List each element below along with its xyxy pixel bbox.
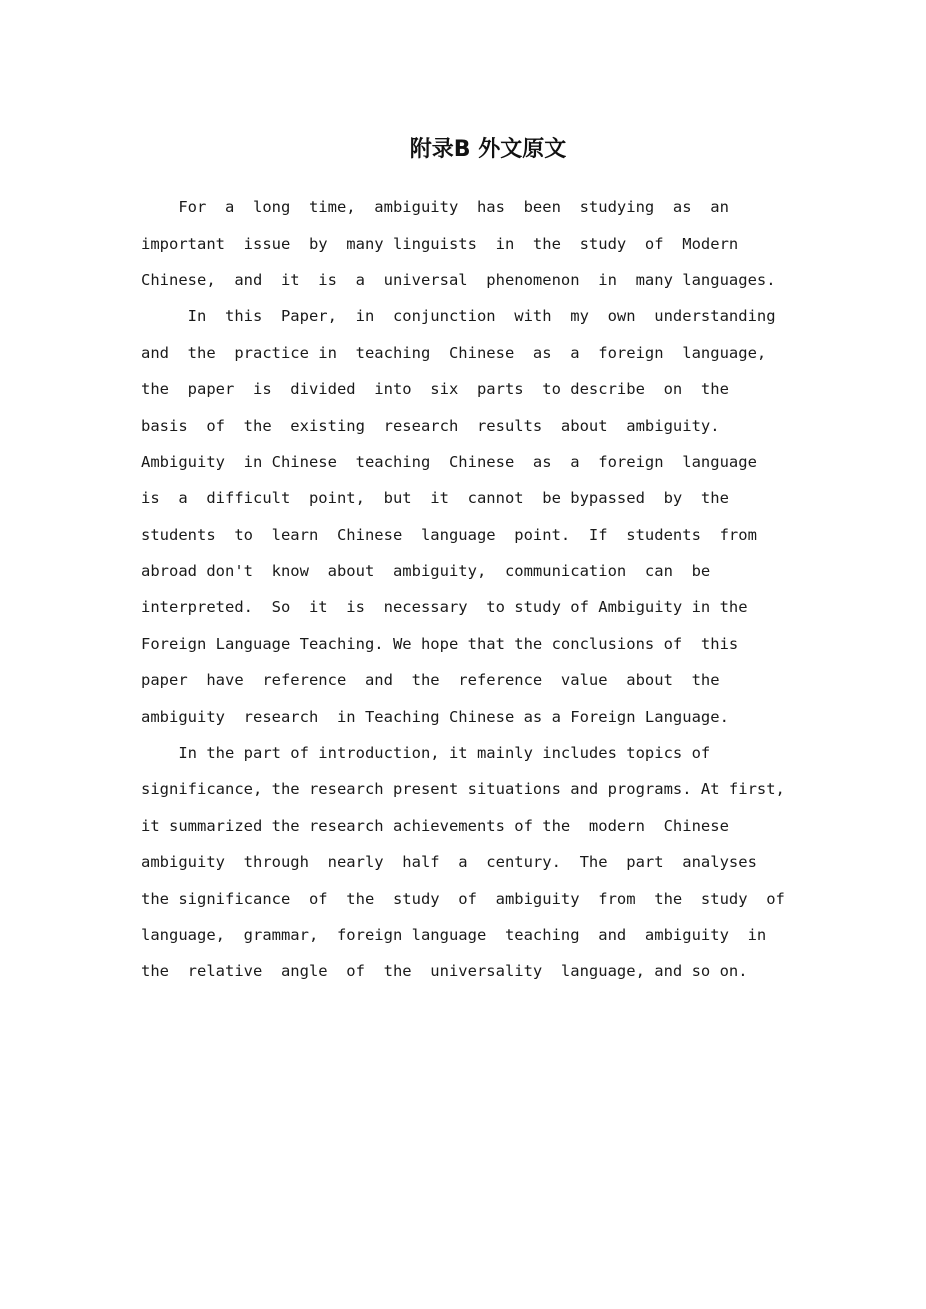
text-line: interpreted. So it is necessary to study of Ambiguity in the	[141, 598, 748, 617]
text-line: ambiguity research in Teaching Chinese as a Foreign Language.	[141, 707, 729, 726]
text-line: Foreign Language Teaching. We hope that the conclusions of this	[141, 634, 739, 653]
text-line: it summarized the research achievements of the modern Chinese	[141, 816, 729, 835]
text-line: abroad don't know about ambiguity, communication can be	[141, 562, 711, 581]
text-line: ambiguity through nearly half a century. The part analyses	[141, 853, 757, 872]
page-title: 附录B 外文原文	[409, 137, 567, 162]
text-line: is a difficult point, but it cannot be bypassed by the	[141, 489, 729, 508]
text-line: basis of the existing research results about ambiguity.	[141, 416, 720, 435]
text-line: language, grammar, foreign language teaching and ambiguity in	[141, 926, 767, 944]
text-line: For a long time, ambiguity has been studying as an	[141, 198, 729, 217]
text-line: In this Paper, in conjunction with my own understanding	[141, 307, 776, 326]
text-line: paper have reference and the reference value about the	[141, 671, 720, 690]
text-line: In the part of introduction, it mainly includes topics of	[141, 744, 711, 763]
text-line: and the practice in teaching Chinese as a foreign language,	[141, 343, 767, 362]
text-line: significance, the research present situations and programs. At first,	[141, 780, 785, 799]
text-line: important issue by many linguists in the study of Modern	[141, 234, 739, 253]
text-line: the relative angle of the universality language, and so on.	[141, 962, 748, 981]
body-text	[141, 189, 786, 990]
text-line: the significance of the study of ambiguity from the study of	[141, 889, 785, 908]
text-line: students to learn Chinese language point. If students from	[141, 525, 757, 544]
text-line: the paper is divided into six parts to describe on the	[141, 380, 729, 399]
text-line: Ambiguity in Chinese teaching Chinese as a foreign language	[141, 452, 757, 471]
text-line: Chinese, and it is a universal phenomenon in many languages.	[141, 270, 776, 289]
